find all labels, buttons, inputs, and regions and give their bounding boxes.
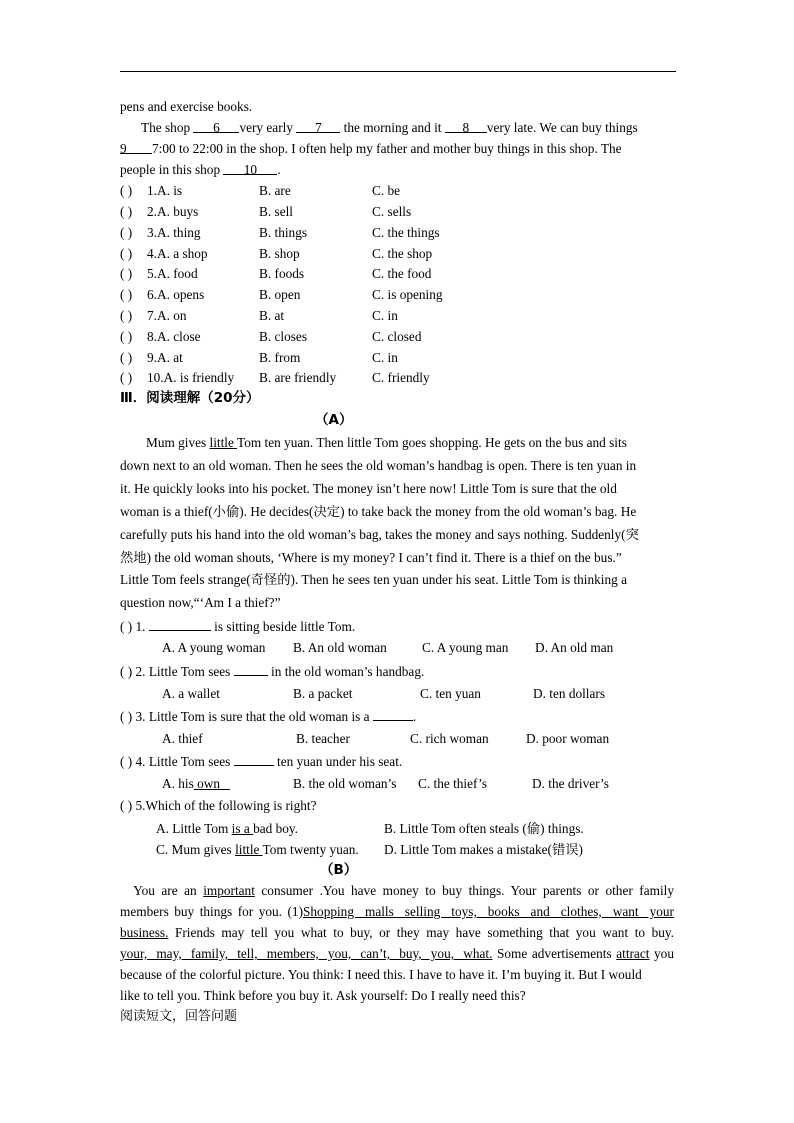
question-a2-option-a: A. a wallet (162, 686, 220, 701)
question-a3-option-a: A. thief (162, 731, 203, 746)
question-a4-option-d: D. the driver’s (532, 776, 609, 791)
question-a1-option-a: A. A young woman (162, 640, 266, 655)
question-a5-option-b: B. Little Tom often steals (偷) things. (384, 821, 584, 836)
top-fragment: pens and exercise books. (120, 99, 253, 114)
question-a1-option-c: C. A young man (422, 640, 509, 655)
passage-a-line-4: woman is a thief(小偷). He decides(决定) to take back the money from the old woman’s bag. He (120, 504, 637, 519)
passage-b-line-6: like to tell you. Think before you buy it. Ask yourself: Do I really need this? (120, 988, 526, 1003)
passage-a-line-3: it. He quickly looks into his pocket. The money isn’t here now! Little Tom is sure that the old (120, 481, 617, 496)
header-rule (120, 71, 676, 72)
cloze-question-10-option-a: 10.A. is friendly (147, 370, 235, 385)
passage-a-label: （A） (315, 412, 353, 428)
cloze-question-5-answer-paren: ( ) (120, 266, 133, 281)
cloze-question-3-answer-paren: ( ) (120, 225, 133, 240)
question-a2-option-c: C. ten yuan (420, 686, 481, 701)
cloze-question-2-option-a: 2.A. buys (147, 204, 199, 219)
blank-9: 9 (120, 141, 152, 154)
answer-blank (149, 618, 211, 631)
cloze-question-5-option-c: C. the food (372, 266, 432, 281)
question-a5-option-c: C. Mum gives little Tom twenty yuan. (156, 842, 359, 857)
passage-a-line-5: carefully puts his hand into the old woman’s bag, takes the money and says nothing. Suddenly(突 (120, 527, 639, 542)
question-a1-option-b: B. An old woman (293, 640, 387, 655)
cloze-question-6-option-b: B. open (259, 287, 301, 302)
question-a2-option-d: D. ten dollars (533, 686, 606, 701)
cloze-question-6-option-a: 6.A. opens (147, 287, 205, 302)
question-a2-option-b: B. a packet (293, 686, 353, 701)
cloze-question-9-option-b: B. from (259, 350, 301, 365)
passage-a-line-6: 然地) the old woman shouts, ‘Where is my money? I can’t find it. There is a thief on the bus.” (120, 550, 622, 565)
question-a3-option-d: D. poor woman (526, 731, 610, 746)
cloze-question-9-option-a: 9.A. at (147, 350, 183, 365)
question-a5-stem: ( ) 5.Which of the following is right? (120, 798, 317, 813)
cloze-line-2: 9 7:00 to 22:00 in the shop. I often help my father and mother buy things in this shop. The (120, 141, 622, 156)
question-a4-option-c: C. the thief’s (418, 776, 488, 791)
cloze-question-1-option-c: C. be (372, 183, 401, 198)
passage-b-line-5: because of the colorful picture. You think: I need this. I have to have it. I’m buying it. But I would (120, 967, 642, 982)
cloze-question-7-option-c: C. in (372, 308, 398, 323)
question-a3-stem: ( ) 3. Little Tom is sure that the old woman is a . (120, 709, 417, 724)
section-heading: Ⅲ．阅读理解（20分） (120, 390, 260, 406)
cloze-question-4-option-c: C. the shop (372, 246, 433, 261)
passage-a-line-8: question now,“‘Am I a thief?” (120, 595, 281, 610)
cloze-question-2-option-c: C. sells (372, 204, 412, 219)
cloze-question-7-option-b: B. at (259, 308, 285, 323)
passage-b-label: （B） (320, 862, 358, 878)
passage-a-line-7: Little Tom feels strange(奇怪的). Then he sees ten yuan under his seat. Little Tom is thinking a (120, 572, 628, 587)
passage-a-line-2: down next to an old woman. Then he sees the old woman’s handbag is open. There is ten yuan in (120, 458, 637, 473)
question-a5-option-d: D. Little Tom makes a mistake(错误) (384, 842, 583, 857)
answer-blank (234, 753, 274, 766)
cloze-line-1: The shop 6 very early 7 the morning and it 8 very late. We can buy things (141, 120, 638, 135)
cloze-question-3-option-c: C. the things (372, 225, 440, 240)
cloze-question-10-answer-paren: ( ) (120, 370, 133, 385)
cloze-line-3: people in this shop 10 . (120, 162, 281, 177)
cloze-question-6-answer-paren: ( ) (120, 287, 133, 302)
cloze-question-1-option-b: B. are (259, 183, 291, 198)
cloze-question-1-answer-paren: ( ) (120, 183, 133, 198)
answer-blank (234, 663, 268, 676)
blank-10: 10 (223, 162, 277, 175)
cloze-question-4-answer-paren: ( ) (120, 246, 133, 261)
cloze-question-3-option-b: B. things (259, 225, 308, 240)
cloze-question-9-answer-paren: ( ) (120, 350, 133, 365)
cloze-question-10-option-b: B. are friendly (259, 370, 337, 385)
answer-blank (373, 708, 413, 721)
cloze-question-9-option-c: C. in (372, 350, 398, 365)
passage-b-line-4: your, may, family, tell, members, you, can’t, buy, you, what. Some advertisements attract you (120, 946, 674, 961)
cloze-question-3-option-a: 3.A. thing (147, 225, 201, 240)
cloze-question-7-answer-paren: ( ) (120, 308, 133, 323)
instruction: 阅读短文，回答问题 (120, 1009, 238, 1024)
question-a4-option-b: B. the old woman’s (293, 776, 397, 791)
blank-6: 6 (193, 120, 239, 133)
cloze-question-4-option-a: 4.A. a shop (147, 246, 208, 261)
passage-a-line-1: Mum gives little Tom ten yuan. Then little Tom goes shopping. He gets on the bus and sits (146, 435, 627, 450)
cloze-question-2-answer-paren: ( ) (120, 204, 133, 219)
cloze-question-4-option-b: B. shop (259, 246, 300, 261)
passage-b-line-2: members buy things for you. (1)Shopping malls selling toys, books and clothes, want your (120, 904, 674, 919)
question-a4-stem: ( ) 4. Little Tom sees ten yuan under his seat. (120, 754, 403, 769)
cloze-question-8-option-a: 8.A. close (147, 329, 201, 344)
question-a1-option-d: D. An old man (535, 640, 614, 655)
passage-b-line-3: business. Friends may tell you what to buy, or they may have something that you want to buy. (120, 925, 674, 940)
cloze-question-8-answer-paren: ( ) (120, 329, 133, 344)
question-a5-option-a: A. Little Tom is a bad boy. (156, 821, 299, 836)
question-a2-stem: ( ) 2. Little Tom sees in the old woman’s handbag. (120, 664, 425, 679)
cloze-question-8-option-c: C. closed (372, 329, 422, 344)
cloze-question-6-option-c: C. is opening (372, 287, 443, 302)
question-a3-option-c: C. rich woman (410, 731, 489, 746)
cloze-question-5-option-a: 5.A. food (147, 266, 198, 281)
question-a1-stem: ( ) 1. is sitting beside little Tom. (120, 619, 356, 634)
question-a4-option-a: A. his own (162, 776, 230, 791)
cloze-question-5-option-b: B. foods (259, 266, 305, 281)
passage-b-line-1: You are an important consumer .You have money to buy things. Your parents or other family (133, 883, 674, 898)
blank-8: 8 (445, 120, 487, 133)
cloze-question-7-option-a: 7.A. on (147, 308, 187, 323)
cloze-question-10-option-c: C. friendly (372, 370, 430, 385)
question-a3-option-b: B. teacher (296, 731, 350, 746)
blank-7: 7 (296, 120, 340, 133)
cloze-question-2-option-b: B. sell (259, 204, 293, 219)
cloze-question-8-option-b: B. closes (259, 329, 308, 344)
cloze-question-1-option-a: 1.A. is (147, 183, 183, 198)
